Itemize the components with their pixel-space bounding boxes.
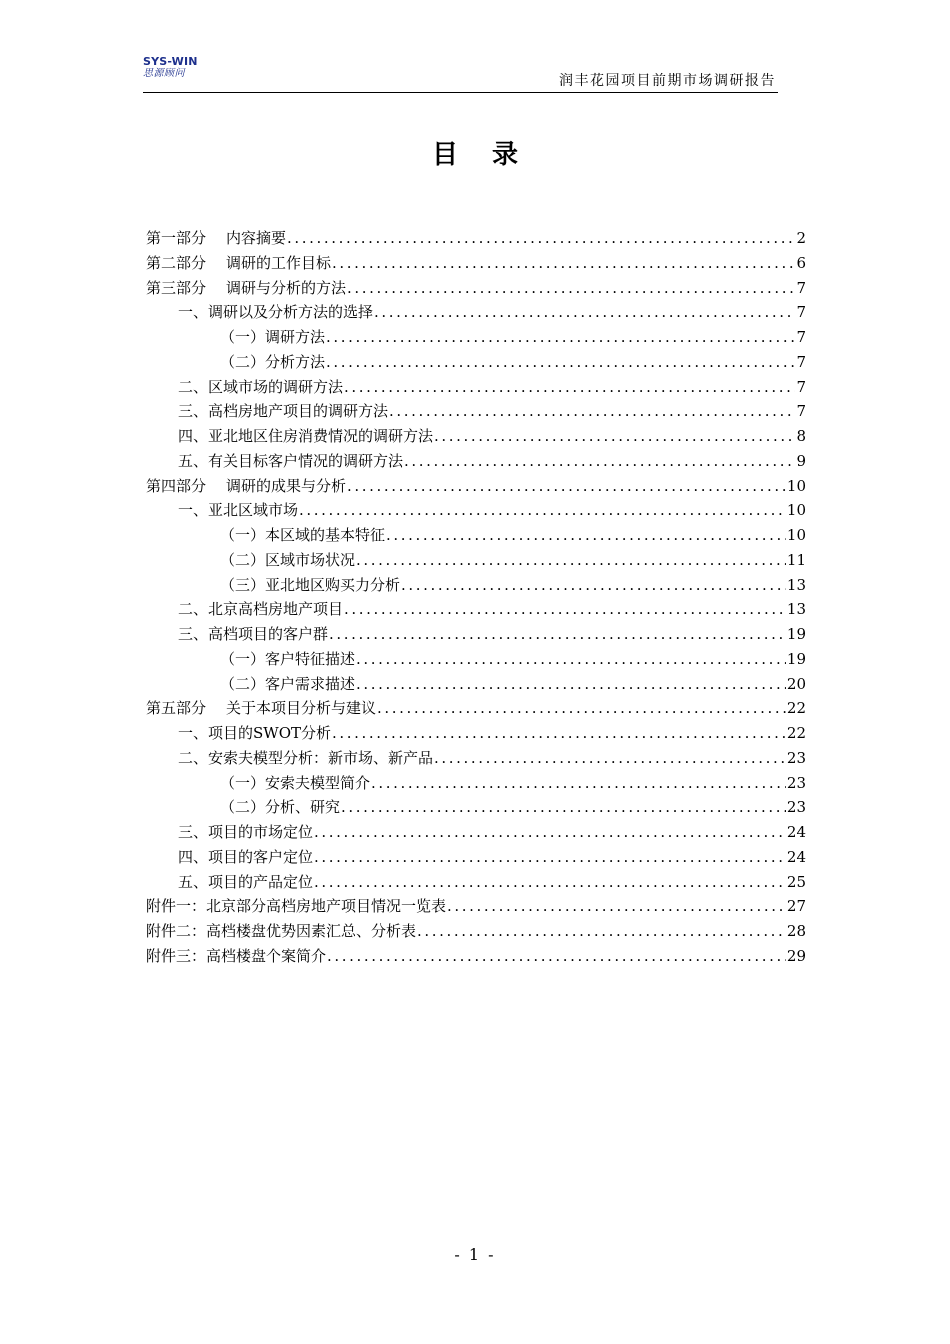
toc-entry[interactable] <box>146 672 806 697</box>
toc-title-text: 附件三：高档楼盘个案简介 <box>146 946 327 965</box>
toc-entry[interactable] <box>146 375 806 400</box>
toc-entry[interactable] <box>146 251 806 276</box>
toc-entry[interactable] <box>146 424 806 449</box>
page-title: 目录 <box>431 140 552 170</box>
toc-entry[interactable] <box>146 845 806 870</box>
dot-leader <box>313 820 786 845</box>
dot-leader <box>328 622 786 647</box>
toc-entry[interactable] <box>146 523 806 548</box>
toc-page-number: 9 <box>796 451 806 470</box>
toc-entry[interactable] <box>146 622 806 647</box>
toc-title-text: 附件一：北京部分高档房地产项目情况一览表 <box>146 897 447 916</box>
dot-leader <box>388 399 795 424</box>
toc-page-number: 24 <box>786 847 806 866</box>
toc-entry[interactable] <box>146 498 806 523</box>
toc-page-number: 13 <box>786 575 806 594</box>
toc-page-number: 13 <box>786 600 806 619</box>
toc-entry-title <box>220 350 325 375</box>
toc-entry[interactable] <box>146 721 806 746</box>
toc-entry-title <box>178 746 433 771</box>
toc-entry-title <box>146 276 346 301</box>
toc-title-text: 调研的工作目标 <box>226 253 332 272</box>
dot-leader <box>325 325 795 350</box>
toc-entry[interactable] <box>146 746 806 771</box>
toc-page-number: 11 <box>786 550 806 569</box>
toc-title-text: （二）分析方法 <box>220 352 326 371</box>
toc-title-text: （一）调研方法 <box>220 328 326 346</box>
dot-leader <box>313 870 786 895</box>
toc-entry-title <box>178 498 298 523</box>
toc-page-number: 23 <box>786 748 806 767</box>
toc-entry-title <box>146 894 446 919</box>
toc-page-number: 29 <box>786 946 806 965</box>
toc-entry-title <box>178 300 373 325</box>
toc-entry[interactable] <box>146 226 806 251</box>
document-title: 润丰花园项目前期市场调研报告 <box>559 73 776 89</box>
toc-entry[interactable] <box>146 944 806 969</box>
toc-entry-title <box>178 820 313 845</box>
table-of-contents <box>146 226 806 969</box>
toc-entry-title <box>220 771 370 796</box>
toc-title-text: 关于本项目分析与建议 <box>226 699 377 718</box>
toc-page-number: 25 <box>786 872 806 891</box>
dot-leader <box>340 795 786 820</box>
toc-page-number: 6 <box>796 253 806 272</box>
dot-leader <box>331 251 795 276</box>
dot-leader <box>355 672 786 697</box>
dot-leader <box>346 276 795 301</box>
dot-leader <box>446 894 786 919</box>
toc-page-number: 7 <box>796 402 806 421</box>
dot-leader <box>326 944 786 969</box>
dot-leader <box>298 498 786 523</box>
toc-entry[interactable] <box>146 300 806 325</box>
logo-brand-text: SYS-WIN <box>143 55 198 68</box>
toc-page-number: 19 <box>786 625 806 643</box>
logo-sub-text: 思源顾问 <box>143 68 185 79</box>
dot-leader <box>286 226 795 251</box>
toc-page-number: 7 <box>796 352 806 371</box>
toc-page-number: 23 <box>786 798 806 817</box>
toc-page-number: 7 <box>796 377 806 396</box>
toc-entry[interactable] <box>146 795 806 820</box>
toc-entry[interactable] <box>146 696 806 721</box>
toc-page-number: 7 <box>796 303 806 322</box>
toc-entry[interactable] <box>146 894 806 919</box>
toc-title-text: 调研的成果与分析 <box>226 476 347 495</box>
toc-entry[interactable] <box>146 399 806 424</box>
toc-title-text: 五、项目的产品定位 <box>178 872 314 891</box>
toc-entry[interactable] <box>146 548 806 573</box>
sys-win-logo <box>143 56 213 88</box>
toc-page-number: 7 <box>796 278 806 297</box>
toc-entry-title <box>146 919 416 944</box>
toc-page-number: 10 <box>786 526 806 544</box>
toc-entry-title <box>178 375 343 400</box>
toc-entry-title <box>178 622 328 647</box>
toc-title-text: （二）客户需求描述 <box>220 674 356 693</box>
toc-title-text: 四、亚北地区住房消费情况的调研方法 <box>178 427 434 445</box>
toc-entry[interactable] <box>146 597 806 622</box>
toc-title-text: 二、北京高档房地产项目 <box>178 600 344 619</box>
dot-leader <box>343 597 786 622</box>
toc-title-text: 调研与分析的方法 <box>226 278 347 297</box>
dot-leader <box>385 523 786 548</box>
toc-entry[interactable] <box>146 276 806 301</box>
dot-leader <box>373 300 795 325</box>
toc-title-text: （二）区域市场状况 <box>220 550 356 569</box>
dot-leader <box>331 721 786 746</box>
toc-title-text: 二、安索夫模型分析：新市场、新产品 <box>178 748 434 767</box>
toc-entry-title <box>178 845 313 870</box>
toc-entry[interactable] <box>146 325 806 350</box>
toc-entry[interactable] <box>146 647 806 672</box>
toc-title-text: 四、项目的客户定位 <box>178 847 314 866</box>
toc-page-number: 2 <box>796 229 806 247</box>
toc-part-prefix: 第四部分 <box>146 476 207 495</box>
toc-title-text: （一）本区域的基本特征 <box>220 526 386 544</box>
toc-entry-title <box>146 226 286 251</box>
toc-title-text: 三、高档房地产项目的调研方法 <box>178 402 389 421</box>
toc-part-prefix: 第二部分 <box>146 253 207 272</box>
dot-leader <box>433 424 795 449</box>
toc-entry-title <box>220 523 385 548</box>
toc-entry[interactable] <box>146 350 806 375</box>
toc-entry[interactable] <box>146 919 806 944</box>
toc-title-text: （二）分析、研究 <box>220 798 341 817</box>
toc-entry-title <box>220 647 355 672</box>
toc-title-text: 三、项目的市场定位 <box>178 823 314 841</box>
dot-leader <box>325 350 795 375</box>
toc-entry-title <box>146 944 326 969</box>
dot-leader <box>346 474 786 499</box>
dot-leader <box>355 548 786 573</box>
toc-title-text: 三、高档项目的客户群 <box>178 625 329 643</box>
toc-part-prefix: 第五部分 <box>146 699 207 718</box>
toc-entry-title <box>178 870 313 895</box>
toc-page-number: 22 <box>786 724 806 742</box>
toc-entry-title <box>178 721 331 746</box>
toc-title-text: 附件二：高档楼盘优势因素汇总、分析表 <box>146 922 417 940</box>
dot-leader <box>343 375 795 400</box>
dot-leader <box>376 696 786 721</box>
toc-entry[interactable] <box>146 573 806 598</box>
toc-entry-title <box>146 474 346 499</box>
page-number: - 1 - <box>454 1245 496 1264</box>
toc-entry-title <box>178 449 403 474</box>
dot-leader <box>355 647 786 672</box>
toc-entry-title <box>178 424 433 449</box>
toc-entry-title <box>220 548 355 573</box>
toc-page-number: 22 <box>786 699 806 718</box>
toc-entry-title <box>146 696 376 721</box>
toc-title-text: 一、项目的SWOT分析 <box>178 724 331 742</box>
toc-entry-title <box>146 251 331 276</box>
toc-title-text: （一）安索夫模型简介 <box>220 773 371 792</box>
toc-entry[interactable] <box>146 870 806 895</box>
toc-page-number: 28 <box>786 922 806 940</box>
toc-title-text: 内容摘要 <box>226 229 287 247</box>
toc-title-text: 一、亚北区域市场 <box>178 501 299 520</box>
toc-title-text: 二、区域市场的调研方法 <box>178 377 344 396</box>
toc-entry[interactable] <box>146 771 806 796</box>
toc-part-prefix: 第三部分 <box>146 278 207 297</box>
toc-entry[interactable] <box>146 449 806 474</box>
toc-page-number: 20 <box>786 674 806 693</box>
toc-entry-title <box>220 795 340 820</box>
toc-title-text: （一）客户特征描述 <box>220 649 356 668</box>
dot-leader <box>370 771 786 796</box>
dot-leader <box>400 573 786 598</box>
toc-part-prefix: 第一部分 <box>146 229 207 247</box>
toc-entry-title <box>178 399 388 424</box>
toc-entry-title <box>220 325 325 350</box>
dot-leader <box>403 449 795 474</box>
toc-entry-title <box>220 672 355 697</box>
toc-title-text: （三）亚北地区购买力分析 <box>220 575 401 594</box>
toc-page-number: 10 <box>786 501 806 520</box>
toc-page-number: 7 <box>796 328 806 346</box>
toc-title-text: 一、调研以及分析方法的选择 <box>178 303 374 322</box>
toc-entry[interactable] <box>146 820 806 845</box>
page-header <box>143 52 778 93</box>
toc-page-number: 8 <box>796 427 806 445</box>
toc-entry[interactable] <box>146 474 806 499</box>
toc-page-number: 27 <box>786 897 806 916</box>
dot-leader <box>433 746 786 771</box>
toc-entry-title <box>220 573 400 598</box>
toc-page-number: 23 <box>786 773 806 792</box>
toc-title-text: 五、有关目标客户情况的调研方法 <box>178 451 404 470</box>
toc-page-number: 24 <box>786 823 806 841</box>
dot-leader <box>416 919 786 944</box>
toc-page-number: 19 <box>786 649 806 668</box>
toc-page-number: 10 <box>786 476 806 495</box>
dot-leader <box>313 845 786 870</box>
toc-entry-title <box>178 597 343 622</box>
